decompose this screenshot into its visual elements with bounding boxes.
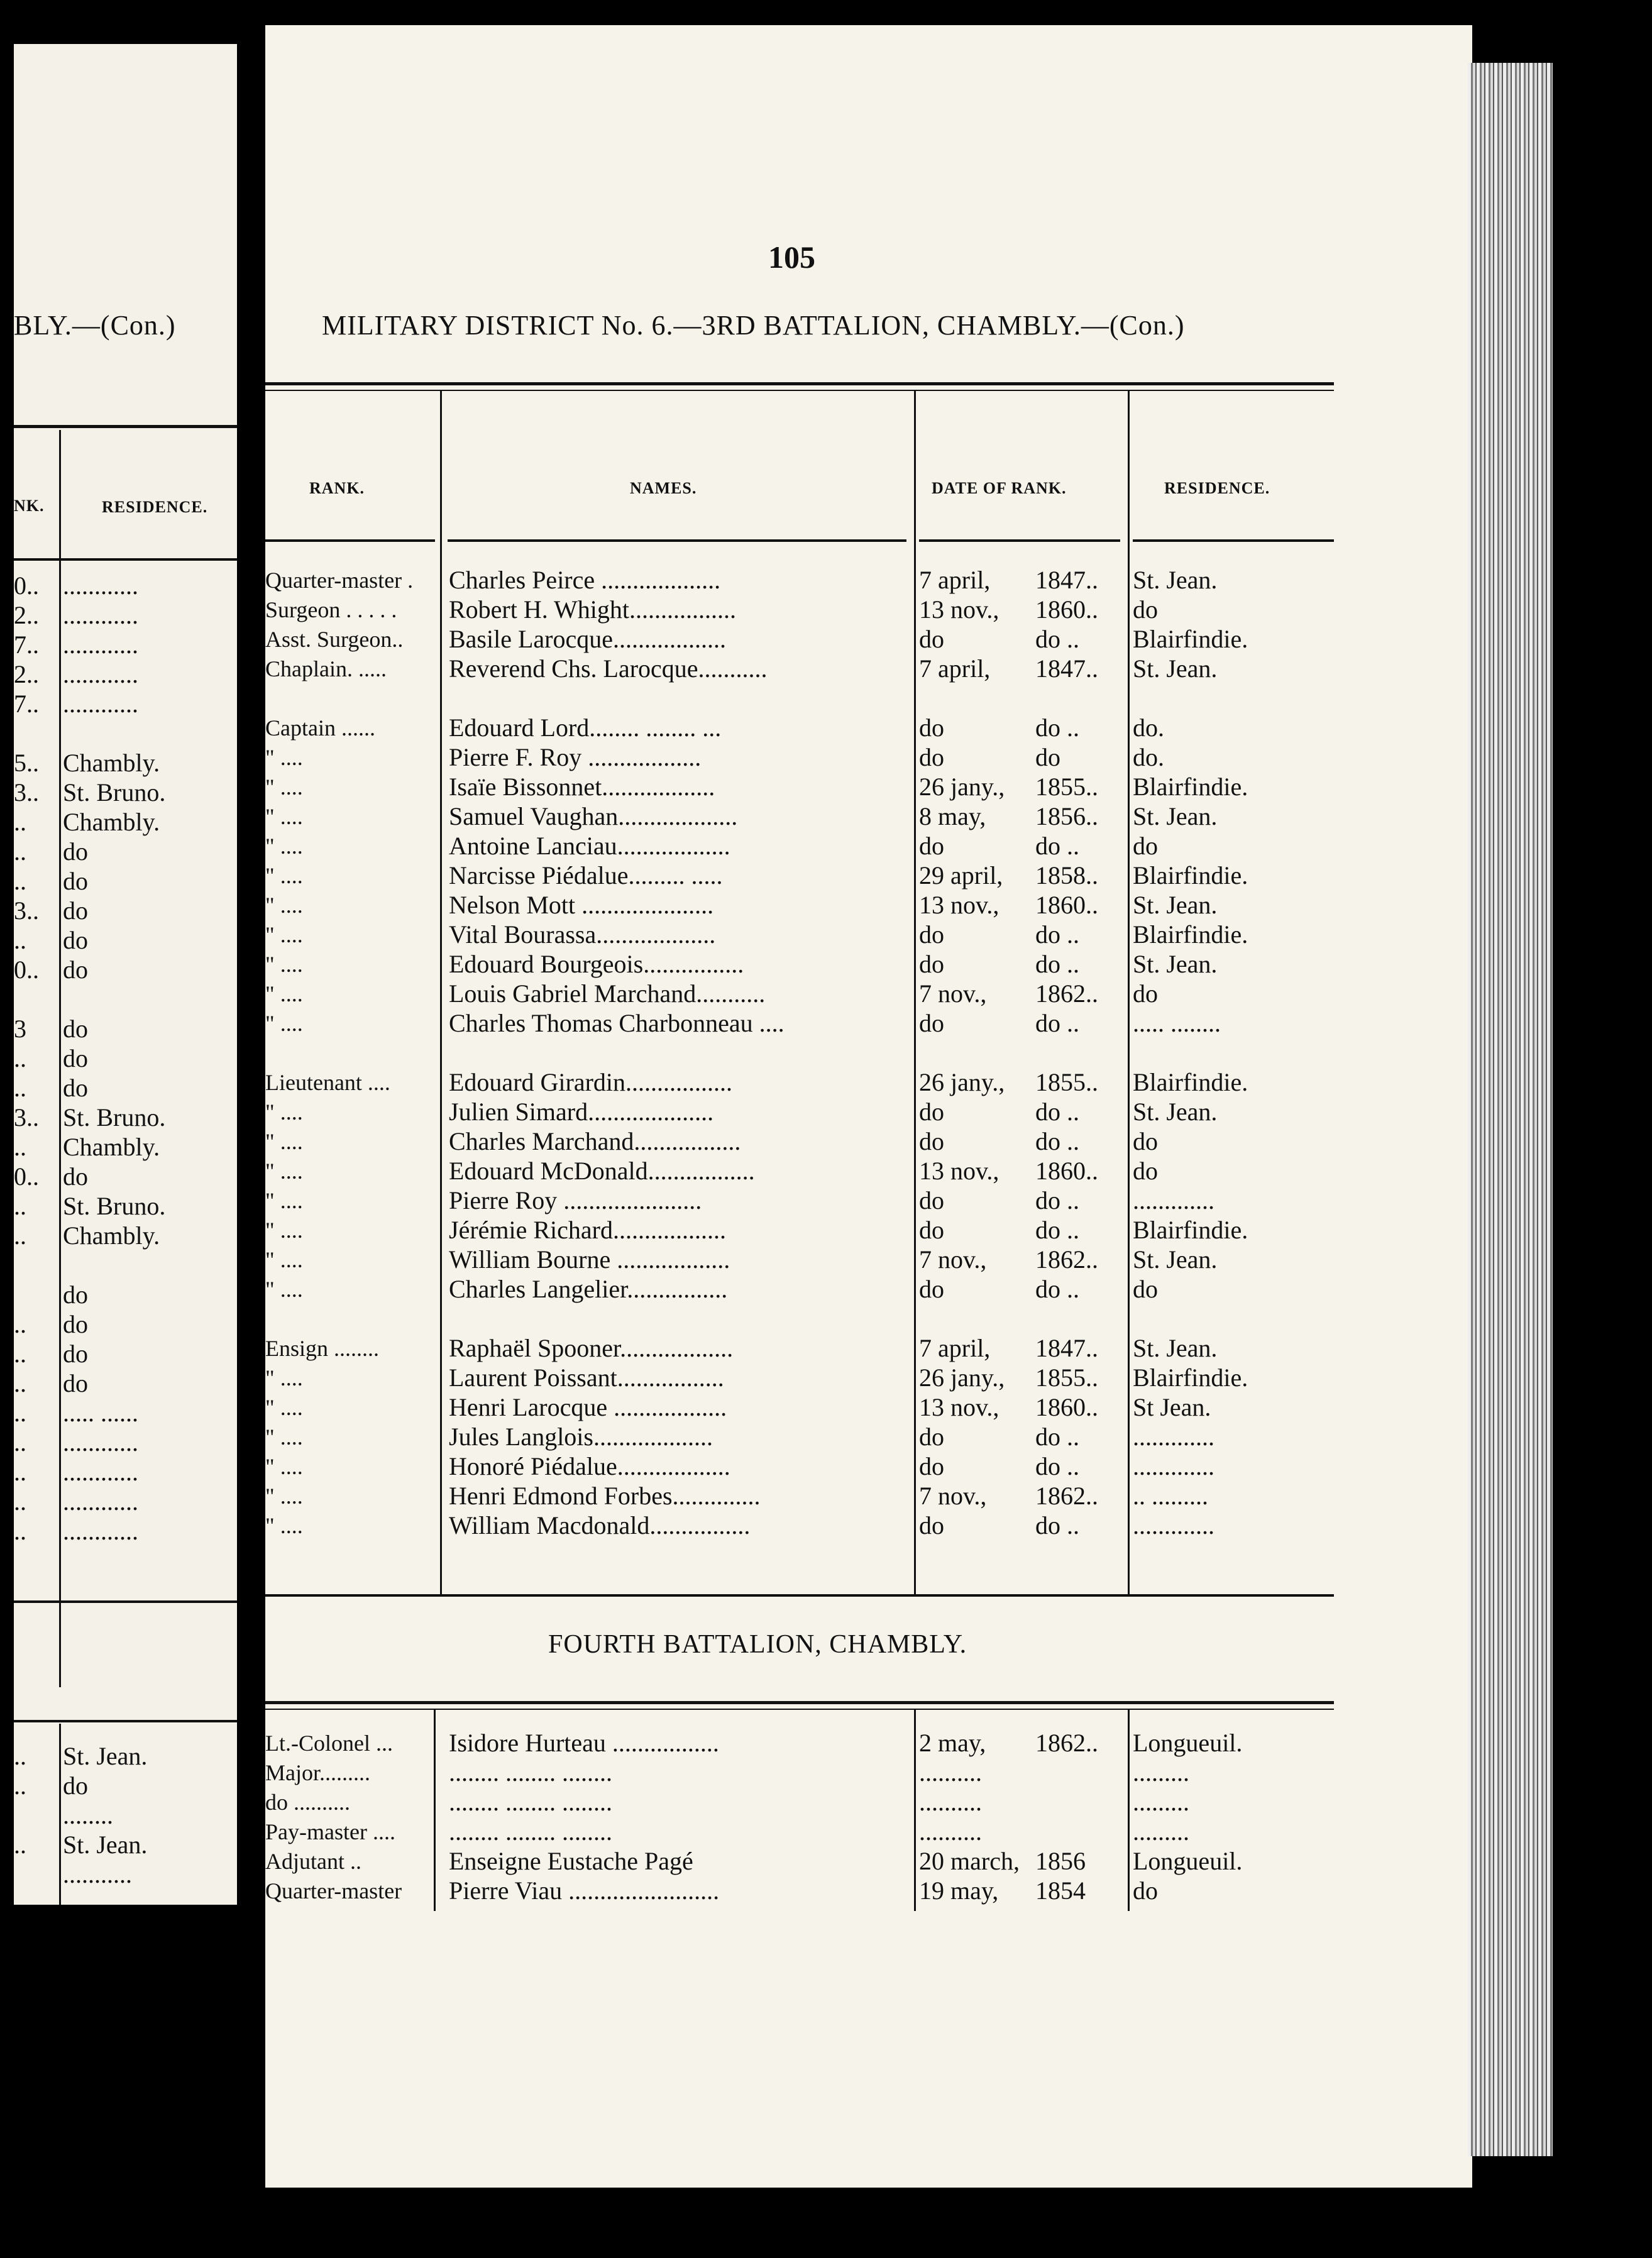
date-day-cell: 7 nov., bbox=[919, 1482, 987, 1510]
left-page-number-fragment: 3 bbox=[14, 1015, 26, 1043]
rank-cell: " .... bbox=[265, 1011, 303, 1036]
rank-cell: " .... bbox=[265, 1277, 303, 1302]
name-cell: Antoine Lanciau.................. bbox=[449, 832, 730, 860]
left-page-number-fragment: 2.. bbox=[14, 660, 39, 688]
date-day-cell: do bbox=[919, 1098, 944, 1126]
left-page-number-fragment: .. bbox=[14, 1742, 26, 1770]
left-page-number-fragment: 0.. bbox=[14, 1162, 39, 1191]
name-cell: ........ ........ ........ bbox=[449, 1758, 612, 1787]
name-cell: Julien Simard.................... bbox=[449, 1098, 714, 1126]
left-page-residence-cell: Chambly. bbox=[63, 749, 160, 777]
rank-cell: Captain ...... bbox=[265, 715, 375, 741]
date-year-cell: do .. bbox=[1035, 1275, 1079, 1303]
residence-cell: do bbox=[1133, 1127, 1158, 1155]
rank-cell: " .... bbox=[265, 1395, 303, 1420]
name-cell: Edouard Bourgeois................ bbox=[449, 950, 744, 978]
date-year-cell: do .. bbox=[1035, 1098, 1079, 1126]
residence-cell: do bbox=[1133, 595, 1158, 624]
residence-cell: Blairfindie. bbox=[1133, 1068, 1248, 1096]
date-day-cell: do bbox=[919, 713, 944, 742]
left-page-residence-cell: ............ bbox=[63, 1458, 138, 1486]
residence-cell: St. Jean. bbox=[1133, 1334, 1218, 1362]
rank-cell: " .... bbox=[265, 922, 303, 947]
residence-cell: do. bbox=[1133, 743, 1164, 771]
left-page-residence-cell: do bbox=[63, 1369, 88, 1397]
rank-cell: " .... bbox=[265, 981, 303, 1006]
name-cell: Charles Marchand................. bbox=[449, 1127, 741, 1155]
date-day-cell: do bbox=[919, 1009, 944, 1037]
date-day-cell: .......... bbox=[919, 1758, 982, 1787]
left-page-residence-cell: do bbox=[63, 1310, 88, 1338]
rank-cell: " .... bbox=[265, 1188, 303, 1213]
left-page-number-fragment: .. bbox=[14, 1192, 26, 1220]
name-cell: Henri Larocque .................. bbox=[449, 1393, 727, 1421]
date-day-cell: .......... bbox=[919, 1817, 982, 1846]
date-day-cell: 26 jany., bbox=[919, 1363, 1005, 1392]
residence-cell: ......... bbox=[1133, 1817, 1189, 1846]
rank-cell: " .... bbox=[265, 1365, 303, 1391]
date-day-cell: 8 may, bbox=[919, 802, 986, 830]
date-year-cell: 1862.. bbox=[1035, 1729, 1098, 1757]
residence-cell: ......... bbox=[1133, 1788, 1189, 1816]
residence-cell: St. Jean. bbox=[1133, 950, 1218, 978]
residence-cell: do bbox=[1133, 1876, 1158, 1905]
name-cell: Samuel Vaughan................... bbox=[449, 802, 738, 830]
col-header-names: NAMES. bbox=[630, 479, 697, 497]
left-page-number-fragment: .. bbox=[14, 1487, 26, 1516]
name-cell: Narcisse Piédalue......... ..... bbox=[449, 861, 723, 889]
date-day-cell: do bbox=[919, 1423, 944, 1451]
name-cell: Laurent Poissant................. bbox=[449, 1363, 724, 1392]
left-page-residence-cell: Chambly. bbox=[63, 1221, 160, 1250]
header-underline-residence bbox=[1133, 539, 1334, 542]
residence-cell: do bbox=[1133, 832, 1158, 860]
left-rule-section2 bbox=[14, 1720, 237, 1722]
left-page-number-fragment: .. bbox=[14, 1221, 26, 1250]
date-year-cell: do .. bbox=[1035, 625, 1079, 653]
date-day-cell: 7 april, bbox=[919, 566, 991, 594]
rank-cell: Adjutant .. bbox=[265, 1849, 361, 1874]
header-underline-date bbox=[919, 539, 1120, 542]
left-page-number-fragment: .. bbox=[14, 808, 26, 836]
rank-cell: " .... bbox=[265, 1513, 303, 1538]
main-page bbox=[265, 25, 1472, 2188]
residence-cell: do bbox=[1133, 1275, 1158, 1303]
date-year-cell: do .. bbox=[1035, 832, 1079, 860]
rank-cell: Quarter-master bbox=[265, 1878, 402, 1903]
left-page-number-fragment: .. bbox=[14, 926, 26, 954]
residence-cell: ......... bbox=[1133, 1758, 1189, 1787]
left-page-number-fragment: 3.. bbox=[14, 1103, 39, 1132]
rank-cell: " .... bbox=[265, 893, 303, 918]
left-page-residence-cell: do bbox=[63, 1280, 88, 1309]
date-day-cell: do bbox=[919, 743, 944, 771]
name-cell: ........ ........ ........ bbox=[449, 1817, 612, 1846]
col-divider-3 bbox=[1128, 390, 1130, 1597]
date-year-cell: 1847.. bbox=[1035, 1334, 1098, 1362]
left-page-residence-cell: ............ bbox=[63, 601, 138, 629]
left-page-residence-cell: ............ bbox=[63, 660, 138, 688]
date-year-cell: do .. bbox=[1035, 1216, 1079, 1244]
date-year-cell: 1847.. bbox=[1035, 566, 1098, 594]
name-cell: Henri Edmond Forbes.............. bbox=[449, 1482, 761, 1510]
left-page-residence-cell: do bbox=[63, 1162, 88, 1191]
name-cell: Isaïe Bissonnet.................. bbox=[449, 773, 715, 801]
table-bottom-rule bbox=[265, 1594, 1334, 1597]
rank-cell: Lt.-Colonel ... bbox=[265, 1731, 393, 1756]
date-day-cell: 7 april, bbox=[919, 1334, 991, 1362]
left-page-residence-cell: ............ bbox=[63, 690, 138, 718]
left-page-residence-cell: do bbox=[63, 1044, 88, 1072]
header-underline-rank bbox=[265, 539, 435, 542]
date-day-cell: do bbox=[919, 832, 944, 860]
residence-cell: Longueuil. bbox=[1133, 1729, 1243, 1757]
residence-cell: St. Jean. bbox=[1133, 1098, 1218, 1126]
col-header-date: DATE OF RANK. bbox=[932, 479, 1067, 497]
date-year-cell: 1860.. bbox=[1035, 595, 1098, 624]
left-page-residence-cell: do bbox=[63, 1074, 88, 1102]
left-page-residence-cell: St. Jean. bbox=[63, 1742, 148, 1770]
col-header-rank: RANK. bbox=[309, 479, 365, 497]
date-year-cell: 1862.. bbox=[1035, 1482, 1098, 1510]
residence-cell: St. Jean. bbox=[1133, 566, 1218, 594]
left-page-number-fragment: .. bbox=[14, 1133, 26, 1161]
left-page-number-fragment: 3.. bbox=[14, 778, 39, 807]
left-page-residence-cell: ........... bbox=[63, 1860, 132, 1888]
rank-cell: do .......... bbox=[265, 1790, 350, 1815]
name-cell: Louis Gabriel Marchand........... bbox=[449, 979, 766, 1008]
name-cell: William Bourne .................. bbox=[449, 1245, 730, 1274]
date-year-cell: do .. bbox=[1035, 950, 1079, 978]
name-cell: Jérémie Richard.................. bbox=[449, 1216, 726, 1244]
rank-cell: " .... bbox=[265, 745, 303, 770]
residence-cell: ............. bbox=[1133, 1511, 1214, 1539]
date-day-cell: 7 nov., bbox=[919, 979, 987, 1008]
date-year-cell: 1855.. bbox=[1035, 773, 1098, 801]
s2-col-divider-2 bbox=[914, 1710, 916, 1911]
rank-cell: " .... bbox=[265, 1424, 303, 1450]
residence-cell: St. Jean. bbox=[1133, 654, 1218, 683]
date-day-cell: do bbox=[919, 1216, 944, 1244]
name-cell: ........ ........ ........ bbox=[449, 1788, 612, 1816]
left-page-residence-cell: St. Bruno. bbox=[63, 1192, 166, 1220]
residence-cell: .. ......... bbox=[1133, 1482, 1208, 1510]
left-page-number-fragment: .. bbox=[14, 837, 26, 866]
name-cell: Pierre Roy ...................... bbox=[449, 1186, 702, 1214]
section2-heading: FOURTH BATTALION, CHAMBLY. bbox=[548, 1630, 967, 1659]
rank-cell: Major......... bbox=[265, 1760, 370, 1785]
name-cell: Raphaël Spooner.................. bbox=[449, 1334, 734, 1362]
left-page-residence-cell: do bbox=[63, 896, 88, 925]
name-cell: Basile Larocque.................. bbox=[449, 625, 726, 653]
rank-cell: Asst. Surgeon.. bbox=[265, 627, 404, 652]
date-year-cell: do .. bbox=[1035, 920, 1079, 949]
date-year-cell: 1860.. bbox=[1035, 891, 1098, 919]
date-year-cell: do .. bbox=[1035, 1009, 1079, 1037]
rank-cell: Ensign ........ bbox=[265, 1336, 380, 1361]
residence-cell: do bbox=[1133, 979, 1158, 1008]
name-cell: Pierre Viau ........................ bbox=[449, 1876, 720, 1905]
name-cell: Pierre F. Roy .................. bbox=[449, 743, 702, 771]
date-day-cell: 7 nov., bbox=[919, 1245, 987, 1274]
date-day-cell: 26 jany., bbox=[919, 773, 1005, 801]
rank-cell: " .... bbox=[265, 952, 303, 977]
left-page-number-fragment: 0.. bbox=[14, 571, 39, 600]
name-cell: Edouard McDonald................. bbox=[449, 1157, 755, 1185]
left-page-residence-cell: ............ bbox=[63, 631, 138, 659]
date-year-cell: 1855.. bbox=[1035, 1363, 1098, 1392]
rank-cell: " .... bbox=[265, 1484, 303, 1509]
left-page-number-fragment: .. bbox=[14, 1044, 26, 1072]
col-divider-1 bbox=[440, 390, 442, 1597]
name-cell: Charles Thomas Charbonneau .... bbox=[449, 1009, 785, 1037]
header-underline-names bbox=[448, 539, 906, 542]
residence-cell: Blairfindie. bbox=[1133, 1363, 1248, 1392]
date-day-cell: 13 nov., bbox=[919, 891, 999, 919]
left-page-number-fragment: 7.. bbox=[14, 690, 39, 718]
date-day-cell: do bbox=[919, 1452, 944, 1480]
left-page-residence-cell: St. Jean. bbox=[63, 1831, 148, 1859]
col-divider-2 bbox=[914, 390, 916, 1597]
date-year-cell: 1860.. bbox=[1035, 1393, 1098, 1421]
residence-cell: ............. bbox=[1133, 1186, 1214, 1214]
name-cell: Edouard Lord........ ........ ... bbox=[449, 713, 722, 742]
left-page-number-fragment: .. bbox=[14, 1517, 26, 1545]
left-rule-top bbox=[14, 425, 237, 428]
left-page-residence-cell: do bbox=[63, 926, 88, 954]
left-page-residence-cell: ........ bbox=[63, 1801, 113, 1829]
left-col-rank-header: NK. bbox=[14, 497, 45, 515]
rank-cell: " .... bbox=[265, 1099, 303, 1125]
rank-cell: Quarter-master . bbox=[265, 568, 414, 593]
name-cell: Robert H. Whight................. bbox=[449, 595, 737, 624]
name-cell: Reverend Chs. Larocque........... bbox=[449, 654, 768, 683]
left-page-residence-cell: ............ bbox=[63, 1428, 138, 1457]
residence-cell: Blairfindie. bbox=[1133, 1216, 1248, 1244]
rank-cell: " .... bbox=[265, 774, 303, 800]
date-day-cell: 13 nov., bbox=[919, 595, 999, 624]
left-page-number-fragment: .. bbox=[14, 1340, 26, 1368]
name-cell: Edouard Girardin................. bbox=[449, 1068, 733, 1096]
residence-cell: do. bbox=[1133, 713, 1164, 742]
left-page-residence-cell: ............ bbox=[63, 1487, 138, 1516]
page-number: 105 bbox=[768, 240, 815, 275]
date-day-cell: 13 nov., bbox=[919, 1393, 999, 1421]
date-day-cell: do bbox=[919, 950, 944, 978]
name-cell: Jules Langlois................... bbox=[449, 1423, 713, 1451]
left-page-residence-cell: Chambly. bbox=[63, 808, 160, 836]
rank-cell: " .... bbox=[265, 1159, 303, 1184]
left-col-divider bbox=[59, 430, 61, 1687]
date-day-cell: 13 nov., bbox=[919, 1157, 999, 1185]
left-page-number-fragment: .. bbox=[14, 1458, 26, 1486]
residence-cell: St. Jean. bbox=[1133, 891, 1218, 919]
date-year-cell: do .. bbox=[1035, 713, 1079, 742]
date-day-cell: 2 may, bbox=[919, 1729, 986, 1757]
residence-cell: St. Jean. bbox=[1133, 802, 1218, 830]
table-top-rule bbox=[265, 382, 1334, 385]
section2-top-rule-thin bbox=[265, 1709, 1334, 1710]
date-year-cell: 1858.. bbox=[1035, 861, 1098, 889]
date-day-cell: 19 may, bbox=[919, 1876, 999, 1905]
page-heading: MILITARY DISTRICT No. 6.—3RD BATTALION, CHAMBLY.—(Con.) bbox=[322, 310, 1185, 341]
left-page-residence-cell: do bbox=[63, 956, 88, 984]
left-page-fragment bbox=[14, 44, 237, 1905]
date-day-cell: 26 jany., bbox=[919, 1068, 1005, 1096]
section2-top-rule bbox=[265, 1701, 1334, 1704]
name-cell: Isidore Hurteau ................. bbox=[449, 1729, 719, 1757]
residence-cell: Longueuil. bbox=[1133, 1847, 1243, 1875]
left-page-residence-cell: do bbox=[63, 1340, 88, 1368]
date-year-cell: 1856.. bbox=[1035, 802, 1098, 830]
date-day-cell: do bbox=[919, 1275, 944, 1303]
s2-col-divider-3 bbox=[1128, 1710, 1130, 1911]
date-year-cell: do .. bbox=[1035, 1127, 1079, 1155]
rank-cell: Chaplain. ..... bbox=[265, 656, 387, 681]
left-page-heading: BLY.—(Con.) bbox=[14, 310, 176, 341]
book-gutter bbox=[237, 0, 265, 2258]
residence-cell: ............. bbox=[1133, 1423, 1214, 1451]
date-year-cell: 1856 bbox=[1035, 1847, 1086, 1875]
left-rule-under-header bbox=[14, 558, 237, 561]
date-day-cell: do bbox=[919, 1511, 944, 1539]
rank-cell: " .... bbox=[265, 804, 303, 829]
date-year-cell: 1862.. bbox=[1035, 1245, 1098, 1274]
date-day-cell: 20 march, bbox=[919, 1847, 1020, 1875]
left-rule-bottom bbox=[14, 1600, 237, 1603]
left-page-number-fragment: .. bbox=[14, 1428, 26, 1457]
left-page-number-fragment: 2.. bbox=[14, 601, 39, 629]
residence-cell: Blairfindie. bbox=[1133, 920, 1248, 949]
rank-cell: " .... bbox=[265, 863, 303, 888]
left-page-number-fragment: .. bbox=[14, 867, 26, 895]
date-day-cell: do bbox=[919, 1186, 944, 1214]
date-year-cell: 1862.. bbox=[1035, 979, 1098, 1008]
residence-cell: St Jean. bbox=[1133, 1393, 1211, 1421]
date-year-cell: do .. bbox=[1035, 1186, 1079, 1214]
name-cell: Charles Peirce ................... bbox=[449, 566, 721, 594]
table-top-rule-thin bbox=[265, 390, 1334, 391]
date-year-cell: do .. bbox=[1035, 1511, 1079, 1539]
left-page-residence-cell: ............ bbox=[63, 1517, 138, 1545]
name-cell: Vital Bourassa................... bbox=[449, 920, 716, 949]
name-cell: Honoré Piédalue.................. bbox=[449, 1452, 730, 1480]
left-page-number-fragment: .. bbox=[14, 1399, 26, 1427]
date-day-cell: 29 april, bbox=[919, 861, 1003, 889]
rank-cell: " .... bbox=[265, 1247, 303, 1272]
name-cell: Charles Langelier................ bbox=[449, 1275, 728, 1303]
s2-col-divider-1 bbox=[434, 1710, 436, 1911]
rank-cell: " .... bbox=[265, 1218, 303, 1243]
rank-cell: " .... bbox=[265, 1454, 303, 1479]
left-page-residence-cell: St. Bruno. bbox=[63, 1103, 166, 1132]
left-page-number-fragment: .. bbox=[14, 1369, 26, 1397]
col-header-residence: RESIDENCE. bbox=[1164, 479, 1270, 497]
residence-cell: Blairfindie. bbox=[1133, 861, 1248, 889]
date-day-cell: do bbox=[919, 1127, 944, 1155]
rank-cell: Pay-master .... bbox=[265, 1819, 395, 1844]
left-page-number-fragment: 7.. bbox=[14, 631, 39, 659]
left-page-number-fragment: .. bbox=[14, 1831, 26, 1859]
left-page-number-fragment: .. bbox=[14, 1074, 26, 1102]
left-page-number-fragment: 5.. bbox=[14, 749, 39, 777]
left-page-number-fragment: .. bbox=[14, 1310, 26, 1338]
date-year-cell: do .. bbox=[1035, 1423, 1079, 1451]
left-col-divider-2 bbox=[59, 1724, 61, 1905]
left-page-residence-cell: Chambly. bbox=[63, 1133, 160, 1161]
date-day-cell: do bbox=[919, 920, 944, 949]
left-page-residence-cell: ............ bbox=[63, 571, 138, 600]
date-day-cell: do bbox=[919, 625, 944, 653]
left-page-residence-cell: ..... ...... bbox=[63, 1399, 138, 1427]
left-page-number-fragment: .. bbox=[14, 1771, 26, 1800]
left-page-residence-cell: do bbox=[63, 1015, 88, 1043]
rank-cell: " .... bbox=[265, 834, 303, 859]
residence-cell: St. Jean. bbox=[1133, 1245, 1218, 1274]
left-page-residence-cell: do bbox=[63, 867, 88, 895]
date-year-cell: do .. bbox=[1035, 1452, 1079, 1480]
left-page-residence-cell: do bbox=[63, 1771, 88, 1800]
name-cell: William Macdonald................ bbox=[449, 1511, 751, 1539]
name-cell: Nelson Mott ..................... bbox=[449, 891, 714, 919]
date-year-cell: 1847.. bbox=[1035, 654, 1098, 683]
residence-cell: do bbox=[1133, 1157, 1158, 1185]
date-year-cell: 1854 bbox=[1035, 1876, 1086, 1905]
rank-cell: " .... bbox=[265, 1129, 303, 1154]
left-page-residence-cell: do bbox=[63, 837, 88, 866]
page-stack-edge bbox=[1468, 63, 1553, 2156]
date-day-cell: .......... bbox=[919, 1788, 982, 1816]
residence-cell: Blairfindie. bbox=[1133, 773, 1248, 801]
date-day-cell: 7 april, bbox=[919, 654, 991, 683]
name-cell: Enseigne Eustache Pagé bbox=[449, 1847, 693, 1875]
left-page-residence-cell: St. Bruno. bbox=[63, 778, 166, 807]
left-page-number-fragment: 0.. bbox=[14, 956, 39, 984]
residence-cell: ............. bbox=[1133, 1452, 1214, 1480]
rank-cell: Surgeon . . . . . bbox=[265, 597, 397, 622]
date-year-cell: do bbox=[1035, 743, 1060, 771]
residence-cell: Blairfindie. bbox=[1133, 625, 1248, 653]
residence-cell: ..... ........ bbox=[1133, 1009, 1221, 1037]
date-year-cell: 1860.. bbox=[1035, 1157, 1098, 1185]
left-page-number-fragment: 3.. bbox=[14, 896, 39, 925]
date-year-cell: 1855.. bbox=[1035, 1068, 1098, 1096]
left-col-residence-header: RESIDENCE. bbox=[102, 498, 208, 516]
rank-cell: Lieutenant .... bbox=[265, 1070, 390, 1095]
